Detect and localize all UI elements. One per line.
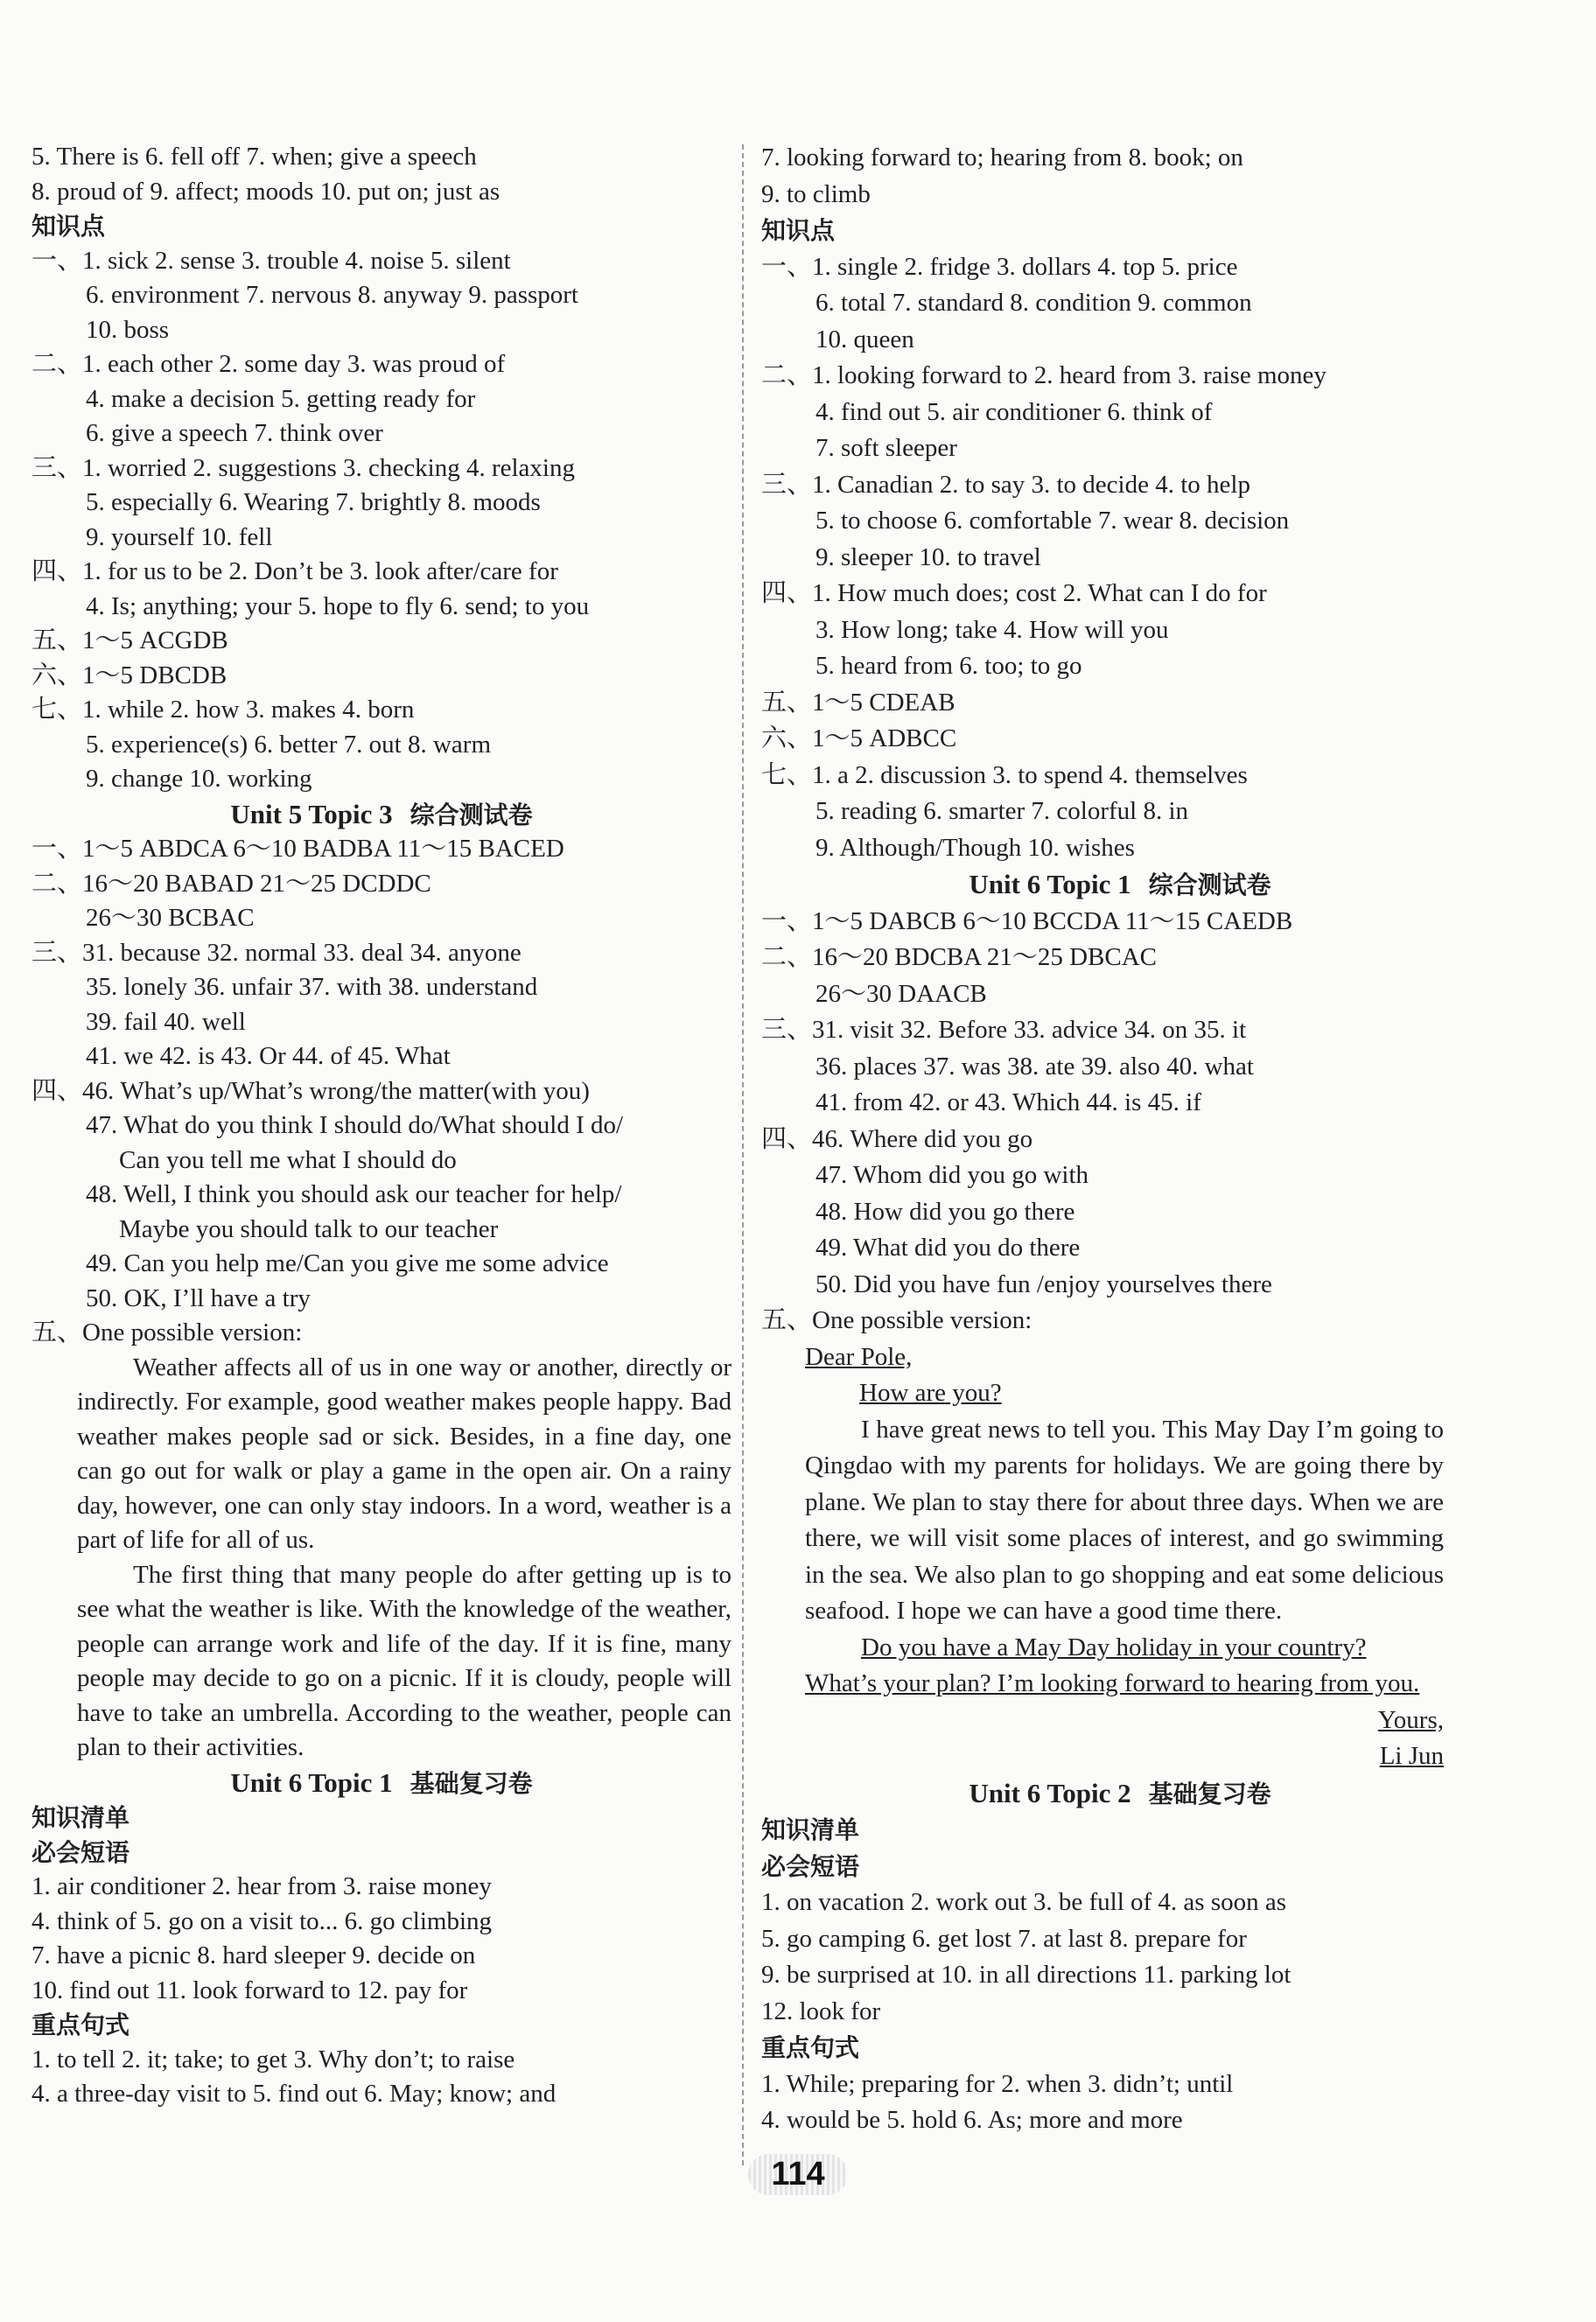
section-heading-bihui: 必会短语	[32, 1837, 130, 1867]
answer-line: 9. to climb	[761, 179, 871, 208]
review-title	[761, 1775, 1479, 1813]
page-number	[0, 2154, 1596, 2195]
answer-line: 8. proud of 9. affect; moods 10. put on; just as	[32, 177, 500, 206]
answer-line: 二、16～20 BABAD 21～25 DCDDC	[32, 869, 431, 898]
answer-line: 一、1. sick 2. sense 3. trouble 4. noise 5. silent	[32, 246, 511, 275]
answer-line: 5. reading 6. smarter 7. colorful 8. in	[816, 797, 1189, 825]
review-title-en: Unit 6 Topic 2	[969, 1777, 1131, 1808]
answer-line: 47. What do you think I should do/What should I do/	[86, 1111, 624, 1139]
answer-line: 36. places 37. was 38. ate 39. also 40. what	[816, 1052, 1254, 1081]
answer-line: 3. How long; take 4. How will you	[816, 615, 1169, 644]
test-title	[32, 797, 732, 833]
answer-line: 五、1～5 CDEAB	[761, 688, 956, 717]
answer-line: 6. total 7. standard 8. condition 9. common	[816, 289, 1252, 317]
test-title-zh: 综合测试卷	[1148, 871, 1271, 899]
page-number-badge: 114	[748, 2154, 847, 2195]
review-title-en: Unit 6 Topic 1	[230, 1766, 393, 1798]
answer-line: 5. heard from 6. too; to go	[816, 652, 1082, 680]
answer-line: 26～30 BCBAC	[86, 904, 255, 932]
column-divider	[742, 144, 744, 2165]
answer-line: 9. sleeper 10. to travel	[816, 542, 1041, 571]
section-heading-zhongdian: 重点句式	[32, 2011, 130, 2039]
answer-line: 9. Although/Though 10. wishes	[816, 833, 1135, 862]
answer-line: 26～30 DAACB	[816, 979, 987, 1008]
answer-line: 6. give a speech 7. think over	[86, 419, 383, 447]
answer-line: 二、1. looking forward to 2. heard from 3. raise money	[761, 361, 1326, 389]
answer-line: 四、1. for us to be 2. Don’t be 3. look after/care for	[32, 557, 558, 585]
answer-line: 五、One possible version:	[761, 1306, 1032, 1334]
answer-line: 六、1～5 ADBCC	[761, 724, 957, 752]
answer-line: 49. Can you help me/Can you give me some advice	[86, 1249, 609, 1277]
answer-line: 四、1. How much does; cost 2. What can I do for	[761, 579, 1267, 607]
answer-line: 50. Did you have fun /enjoy yourselves there	[816, 1269, 1272, 1298]
letter-question	[761, 1630, 1479, 1667]
answer-line: 7. have a picnic 8. hard sleeper 9. decide on	[32, 1941, 476, 1969]
answer-line: 六、1～5 DBCDB	[32, 661, 228, 689]
section-heading-zhishidian: 知识点	[32, 212, 106, 241]
answer-line: 五、1～5 ACGDB	[32, 626, 228, 654]
letter-question	[761, 1666, 1479, 1703]
answer-line: 4. would be 5. hold 6. As; more and more	[761, 2106, 1183, 2134]
answer-line: 9. yourself 10. fell	[86, 522, 273, 551]
section-heading-zhishiqingdan: 知识清单	[761, 1815, 860, 1844]
right-column	[761, 140, 1479, 2139]
answer-line: 48. How did you go there	[816, 1197, 1075, 1226]
answer-line: 1. to tell 2. it; take; to get 3. Why don’t; to raise	[32, 2045, 515, 2074]
answer-line: 9. be surprised at 10. in all directions 11. parking lot	[761, 1961, 1292, 1989]
answer-line: Can you tell me what I should do	[119, 1145, 457, 1174]
answer-line: 9. change 10. working	[86, 765, 312, 793]
answer-line: 4. a three-day visit to 5. find out 6. May; know; and	[32, 2080, 556, 2108]
section-heading-zhishidian: 知识点	[761, 216, 836, 245]
answer-line: 5. experience(s) 6. better 7. out 8. warm	[86, 730, 492, 759]
answer-line: 47. Whom did you go with	[816, 1161, 1089, 1189]
answer-line: 三、1. Canadian 2. to say 3. to decide 4. to help	[761, 470, 1250, 499]
answer-line: 四、46. What’s up/What’s wrong/the matter(with you)	[32, 1076, 590, 1105]
answer-line: 5. There is 6. fell off 7. when; give a speech	[32, 143, 477, 171]
answer-line: 一、1～5 DABCB 6～10 BCCDA 11～15 CAEDB	[761, 906, 1293, 935]
letter-signature	[761, 1738, 1479, 1775]
answer-line: 三、31. visit 32. Before 33. advice 34. on 35. it	[761, 1016, 1247, 1044]
section-heading-bihui: 必会短语	[761, 1851, 860, 1881]
answer-line: 四、46. Where did you go	[761, 1124, 1033, 1153]
letter-salutation	[761, 1339, 1479, 1376]
answer-line: 5. go camping 6. get lost 7. at last 8. prepare for	[761, 1924, 1247, 1953]
letter-closing	[761, 1703, 1479, 1739]
review-title-zh: 基础复习卷	[1148, 1779, 1271, 1808]
test-title-en: Unit 6 Topic 1	[969, 869, 1131, 899]
letter-question-text: What’s your plan? I’m looking forward to hearing from you.	[805, 1669, 1420, 1697]
answer-line: 48. Well, I think you should ask our teacher for help/	[86, 1180, 622, 1208]
answer-line: 三、1. worried 2. suggestions 3. checking 4. relaxing	[32, 453, 575, 482]
answer-line: 4. think of 5. go on a visit to... 6. go climbing	[32, 1906, 493, 1935]
answer-line: Maybe you should talk to our teacher	[119, 1214, 499, 1243]
answer-line: 4. make a decision 5. getting ready for	[86, 384, 476, 413]
answer-line: 39. fail 40. well	[86, 1007, 246, 1036]
answer-line: 三、31. because 32. normal 33. deal 34. anyone	[32, 938, 522, 967]
letter-closing-text: Yours,	[1377, 1705, 1444, 1734]
answer-line: 35. lonely 36. unfair 37. with 38. understand	[86, 973, 538, 1001]
essay-paragraph: Weather affects all of us in one way or another, directly or indirectly. For example, good weather makes people happy. Bad weather makes people sad or sick. Besides, in a fine day, one can go out for walk or play a game in the open air. On a rainy day, however, one can only stay indoors. In a word, weather is a part of life for all of us.	[77, 1353, 732, 1554]
answer-line: 49. What did you do there	[816, 1234, 1081, 1262]
left-column	[32, 140, 732, 2112]
section-heading-zhishiqingdan: 知识清单	[32, 1803, 130, 1832]
answer-line: 五、One possible version:	[32, 1318, 303, 1346]
essay-paragraph: The first thing that many people do after getting up is to see what the weather is like. With the knowledge of the weather, people can arrange work and life of the day. If it is fine, many people may decide to go on a picnic. If it is cloudy, people will have to take an umbrella. According to the weather, people can plan to their activities.	[77, 1560, 732, 1761]
answer-line: 12. look for	[761, 1997, 881, 2025]
letter-signature-text: Li Jun	[1379, 1742, 1444, 1770]
review-title-zh: 基础复习卷	[410, 1768, 533, 1798]
answer-line: 二、1. each other 2. some day 3. was proud of	[32, 350, 506, 378]
answer-line: 二、16～20 BDCBA 21～25 DBCAC	[761, 943, 1157, 971]
letter-body: I have great news to tell you. This May Day I’m going to Qingdao with my parents for holidays. We are going there by plane. We plan to stay there for about three days. When we are there, we will visit some places of interest, and go swimming in the sea. We also plan to go shopping and eat some delicious seafood. I hope we can have a good time there.	[805, 1415, 1444, 1625]
answer-line: 41. we 42. is 43. Or 44. of 45. What	[86, 1042, 451, 1070]
test-title-zh: 综合测试卷	[410, 800, 533, 829]
letter-salutation-text: Dear Pole,	[805, 1342, 913, 1371]
answer-line: 4. Is; anything; your 5. hope to fly 6. send; to you	[86, 591, 590, 620]
answer-line: 一、1～5 ABDCA 6～10 BADBA 11～15 BACED	[32, 835, 564, 863]
answer-line: 4. find out 5. air conditioner 6. think of	[816, 397, 1213, 426]
section-heading-zhongdian: 重点句式	[761, 2033, 860, 2062]
answer-line: 1. air conditioner 2. hear from 3. raise money	[32, 1872, 492, 1900]
test-title	[761, 866, 1479, 904]
answer-line: 一、1. single 2. fridge 3. dollars 4. top 5. price	[761, 252, 1238, 281]
answer-line: 1. on vacation 2. work out 3. be full of 4. as soon as	[761, 1888, 1287, 1916]
answer-line: 10. queen	[816, 325, 914, 353]
answer-line: 7. looking forward to; hearing from 8. book; on	[761, 143, 1243, 171]
answer-line: 6. environment 7. nervous 8. anyway 9. passport	[86, 281, 578, 309]
answer-line: 1. While; preparing for 2. when 3. didn’t; until	[761, 2069, 1234, 2098]
test-title-en: Unit 5 Topic 3	[230, 798, 393, 829]
answer-line: 5. especially 6. Wearing 7. brightly 8. moods	[86, 488, 541, 516]
answer-line: 10. find out 11. look forward to 12. pay for	[32, 1976, 468, 2004]
letter-greeting	[761, 1375, 1479, 1412]
answer-line: 七、1. while 2. how 3. makes 4. born	[32, 696, 415, 724]
answer-line: 41. from 42. or 43. Which 44. is 45. if	[816, 1088, 1201, 1116]
answer-line: 7. soft sleeper	[816, 434, 957, 462]
answer-line: 5. to choose 6. comfortable 7. wear 8. decision	[816, 507, 1290, 535]
answer-line: 50. OK, I’ll have a try	[86, 1283, 311, 1312]
letter-greeting-text: How are you?	[859, 1379, 1002, 1407]
letter-question-text: Do you have a May Day holiday in your country?	[861, 1633, 1367, 1661]
answer-line: 七、1. a 2. discussion 3. to spend 4. themselves	[761, 760, 1248, 789]
review-title	[32, 1766, 732, 1801]
answer-line: 10. boss	[86, 315, 170, 344]
